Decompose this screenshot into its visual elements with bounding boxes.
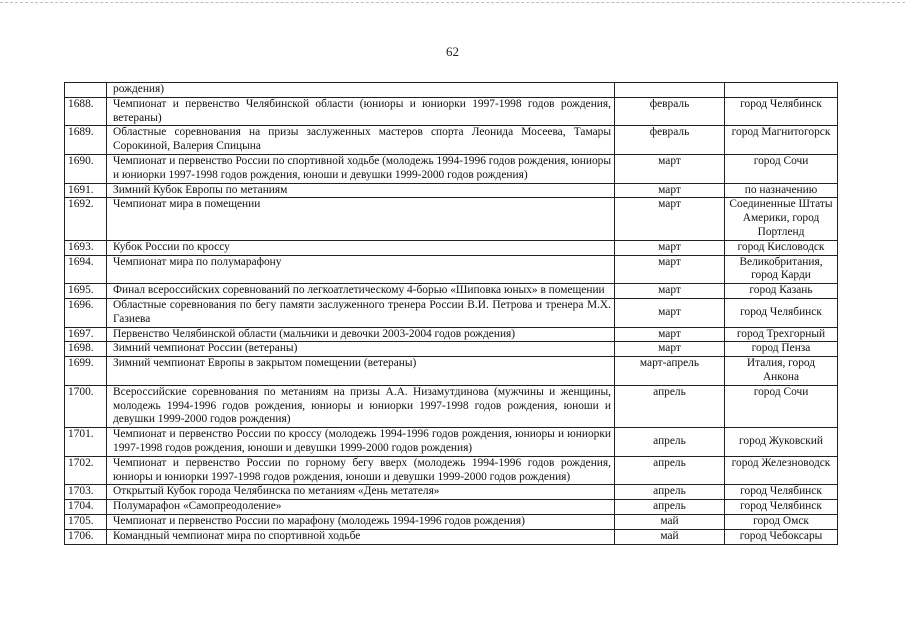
event-place: город Челябинск bbox=[725, 500, 838, 515]
event-number: 1698. bbox=[65, 342, 107, 357]
event-number: 1697. bbox=[65, 327, 107, 342]
event-date: март bbox=[615, 198, 725, 240]
event-place: город Сочи bbox=[725, 154, 838, 183]
event-name: Кубок России по кроссу bbox=[107, 240, 615, 255]
event-place: город Казань bbox=[725, 284, 838, 299]
event-name: Чемпионат и первенство России по спортивной ходьбе (молодежь 1994-1996 годов рождения, юниоры и юниорки 1997-1998 годов рождения, юноши и девушки 1999-2000 годов рождения) bbox=[107, 154, 615, 183]
event-number: 1696. bbox=[65, 298, 107, 327]
table-row bbox=[65, 284, 838, 299]
event-number: 1695. bbox=[65, 284, 107, 299]
event-date: март bbox=[615, 183, 725, 198]
event-name: Чемпионат мира в помещении bbox=[107, 198, 615, 240]
event-date: март bbox=[615, 298, 725, 327]
event-date: апрель bbox=[615, 385, 725, 427]
event-name: Первенство Челябинской области (мальчики и девочки 2003-2004 годов рождения) bbox=[107, 327, 615, 342]
event-number: 1701. bbox=[65, 428, 107, 457]
event-name: Чемпионат и первенство Челябинской области (юниоры и юниорки 1997-1998 годов рождения, ветераны) bbox=[107, 97, 615, 126]
table-row bbox=[65, 357, 838, 386]
event-name: Командный чемпионат мира по спортивной ходьбе bbox=[107, 529, 615, 544]
event-name: Чемпионат и первенство России по марафону (молодежь 1994-1996 годов рождения) bbox=[107, 514, 615, 529]
table-row bbox=[65, 385, 838, 427]
event-date: март bbox=[615, 240, 725, 255]
event-date: март bbox=[615, 284, 725, 299]
event-place: город Челябинск bbox=[725, 485, 838, 500]
event-name: Чемпионат и первенство России по кроссу (молодежь 1994-1996 годов рождения, юниоры и юниорки 1997-1998 годов рождения, юноши и девушки 1999-2000 годов рождения) bbox=[107, 428, 615, 457]
event-place: по назначению bbox=[725, 183, 838, 198]
event-date: март-апрель bbox=[615, 357, 725, 386]
event-name: Областные соревнования на призы заслуженных мастеров спорта Леонида Мосеева, Тамары Сорокиной, Валерия Спицына bbox=[107, 126, 615, 155]
table-row bbox=[65, 183, 838, 198]
event-place: город Пенза bbox=[725, 342, 838, 357]
event-number: 1692. bbox=[65, 198, 107, 240]
event-number: 1690. bbox=[65, 154, 107, 183]
event-date: май bbox=[615, 529, 725, 544]
event-name: Финал всероссийских соревнований по легкоатлетическому 4-борью «Шиповка юных» в помещении bbox=[107, 284, 615, 299]
table-row bbox=[65, 428, 838, 457]
event-name: Всероссийские соревнования по метаниям на призы А.А. Низамутдинова (мужчины и женщины, молодежь 1994-1996 годов рождения, юниоры и юниорки 1997-1998 годов рождения, юноши и девушки 1999-2000 годов рождения) bbox=[107, 385, 615, 427]
table-row bbox=[65, 240, 838, 255]
table-row bbox=[65, 154, 838, 183]
event-date: февраль bbox=[615, 97, 725, 126]
event-name: Чемпионат мира по полумарафону bbox=[107, 255, 615, 284]
event-name: Зимний чемпионат России (ветераны) bbox=[107, 342, 615, 357]
event-number: 1706. bbox=[65, 529, 107, 544]
table-row bbox=[65, 456, 838, 485]
page-number: 62 bbox=[446, 44, 459, 59]
event-place: город Магнитогорск bbox=[725, 126, 838, 155]
table-row bbox=[65, 514, 838, 529]
event-place: город Кисловодск bbox=[725, 240, 838, 255]
event-place: город Омск bbox=[725, 514, 838, 529]
event-date: май bbox=[615, 514, 725, 529]
table-row bbox=[65, 529, 838, 544]
event-number: 1691. bbox=[65, 183, 107, 198]
event-number: 1689. bbox=[65, 126, 107, 155]
page-top-edge bbox=[0, 2, 905, 3]
event-place: Великобритания, город Карди bbox=[725, 255, 838, 284]
event-date: март bbox=[615, 327, 725, 342]
event-date: февраль bbox=[615, 126, 725, 155]
event-place: город Сочи bbox=[725, 385, 838, 427]
event-date bbox=[615, 83, 725, 98]
event-number: 1700. bbox=[65, 385, 107, 427]
event-place: город Жуковский bbox=[725, 428, 838, 457]
event-place: город Железноводск bbox=[725, 456, 838, 485]
event-name: Областные соревнования по бегу памяти заслуженного тренера России В.И. Петрова и тренера М.Х. Газиева bbox=[107, 298, 615, 327]
event-place: город Трехгорный bbox=[725, 327, 838, 342]
table-row bbox=[65, 327, 838, 342]
table-row bbox=[65, 255, 838, 284]
event-date: март bbox=[615, 255, 725, 284]
event-place: Соединенные Штаты Америки, город Портленд bbox=[725, 198, 838, 240]
table-row bbox=[65, 298, 838, 327]
event-number: 1694. bbox=[65, 255, 107, 284]
table-row bbox=[65, 126, 838, 155]
table-row bbox=[65, 198, 838, 240]
table-row bbox=[65, 485, 838, 500]
event-date: апрель bbox=[615, 500, 725, 515]
event-place: город Челябинск bbox=[725, 97, 838, 126]
event-number: 1705. bbox=[65, 514, 107, 529]
event-date: апрель bbox=[615, 485, 725, 500]
event-number: 1699. bbox=[65, 357, 107, 386]
event-name: Полумарафон «Самопреодоление» bbox=[107, 500, 615, 515]
event-number: 1693. bbox=[65, 240, 107, 255]
event-date: март bbox=[615, 154, 725, 183]
table-row bbox=[65, 342, 838, 357]
event-number: 1703. bbox=[65, 485, 107, 500]
event-place: Италия, город Анкона bbox=[725, 357, 838, 386]
event-name: рождения) bbox=[107, 83, 615, 98]
event-date: апрель bbox=[615, 456, 725, 485]
events-table bbox=[64, 82, 838, 545]
event-number: 1704. bbox=[65, 500, 107, 515]
event-name: Зимний Кубок Европы по метаниям bbox=[107, 183, 615, 198]
event-number: 1702. bbox=[65, 456, 107, 485]
event-place bbox=[725, 83, 838, 98]
event-number bbox=[65, 83, 107, 98]
table-row bbox=[65, 97, 838, 126]
event-name: Чемпионат и первенство России по горному бегу вверх (молодежь 1994-1996 годов рождения, юниоры и юниорки 1997-1998 годов рождения, юноши и девушки 1999-2000 годов рождения) bbox=[107, 456, 615, 485]
event-number: 1688. bbox=[65, 97, 107, 126]
event-date: апрель bbox=[615, 428, 725, 457]
event-place: город Челябинск bbox=[725, 298, 838, 327]
table-row bbox=[65, 83, 838, 98]
table-row bbox=[65, 500, 838, 515]
event-name: Открытый Кубок города Челябинска по метаниям «День метателя» bbox=[107, 485, 615, 500]
event-name: Зимний чемпионат Европы в закрытом помещении (ветераны) bbox=[107, 357, 615, 386]
event-place: город Чебоксары bbox=[725, 529, 838, 544]
event-date: март bbox=[615, 342, 725, 357]
